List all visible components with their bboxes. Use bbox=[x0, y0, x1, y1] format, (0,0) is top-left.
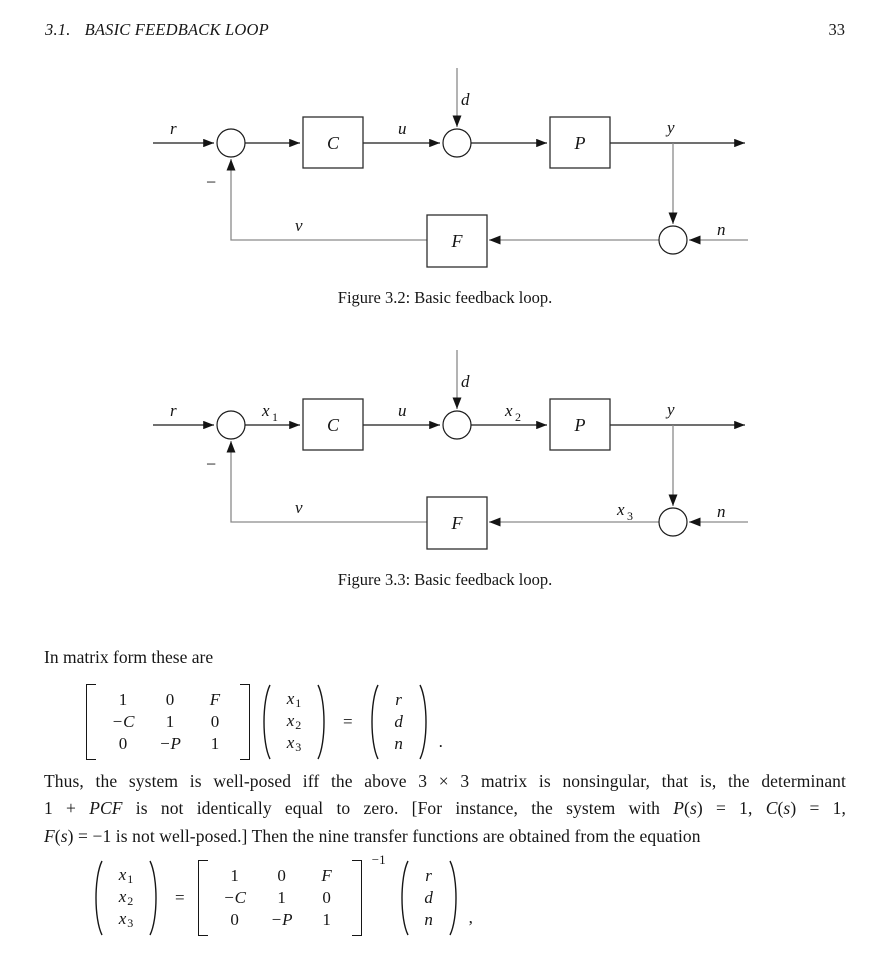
summing-junction-2 bbox=[443, 129, 471, 157]
state-vector: x1 x2 x3 bbox=[90, 859, 162, 937]
matrix-cell: 1 bbox=[277, 888, 286, 907]
signal-label-n: n bbox=[717, 502, 726, 521]
matrix-cell: 1 bbox=[322, 910, 331, 929]
left-paren bbox=[366, 683, 381, 761]
matrix-cell: 0 bbox=[277, 866, 286, 885]
signal-label-u: u bbox=[398, 401, 407, 420]
section-title: BASIC FEEDBACK LOOP bbox=[84, 20, 269, 39]
paragraph-line-1: Thus, the system is well-posed iff the above 3 × 3 matrix is nonsingular, that is, the determinant bbox=[44, 771, 846, 791]
right-bracket bbox=[240, 684, 250, 760]
signal-label-v: v bbox=[295, 498, 303, 517]
vector-entry: x bbox=[118, 865, 127, 884]
inverse-matrix bbox=[198, 852, 386, 936]
signal-label-y: y bbox=[667, 400, 675, 419]
block-label-p: P bbox=[574, 133, 586, 153]
signal-label-y: y bbox=[667, 118, 675, 137]
signal-label-r: r bbox=[170, 119, 177, 138]
signal-label-v: v bbox=[295, 216, 303, 235]
equals-sign: = bbox=[343, 712, 353, 731]
left-paren bbox=[396, 859, 411, 937]
block-label-c: C bbox=[326, 415, 340, 435]
paragraph-line-2: 1 + PCF is not identically equal to zero. [For instance, the system with P(s) = 1, C(s) = 1, bbox=[44, 798, 846, 819]
vector-entry: x bbox=[286, 711, 295, 730]
left-paren bbox=[258, 683, 273, 761]
rhs-vector bbox=[396, 859, 462, 937]
coefficient-matrix bbox=[96, 689, 240, 755]
summing-junction-1 bbox=[217, 411, 245, 439]
vector-entry: r bbox=[425, 866, 432, 885]
trailing-comma: , bbox=[468, 908, 473, 927]
right-paren bbox=[315, 683, 330, 761]
matrix-cell: 0 bbox=[210, 712, 220, 731]
inverse-exponent: −1 bbox=[371, 852, 386, 867]
state-vector: x1 x2 x3 bbox=[258, 683, 330, 761]
block-label-f: F bbox=[451, 513, 463, 533]
section-number: 3.1. bbox=[45, 20, 71, 39]
matrix-cell: 1 bbox=[165, 712, 175, 731]
figure-3-2-caption: Figure 3.2: Basic feedback loop. bbox=[337, 288, 553, 307]
signal-label-u: u bbox=[398, 119, 407, 138]
vector-entry: d bbox=[394, 712, 403, 731]
matrix-cell: 0 bbox=[118, 734, 128, 753]
matrix-cell: −C bbox=[111, 712, 135, 731]
matrix-cell: 1 bbox=[230, 866, 239, 885]
equals-sign: = bbox=[175, 888, 185, 907]
paragraph-line-3: F(s) = −1 is not well-posed.] Then the nine transfer functions are obtained from the equation bbox=[44, 825, 701, 846]
matrix-cell: 0 bbox=[322, 888, 331, 907]
state-label-x1: x bbox=[262, 401, 270, 420]
page-number: 33 bbox=[828, 20, 845, 39]
vector-entry: x bbox=[118, 887, 127, 906]
left-paren bbox=[90, 859, 105, 937]
state-label-x2-sub: 2 bbox=[515, 410, 521, 424]
signal-label-d: d bbox=[461, 372, 470, 391]
state-label-x2: x bbox=[505, 401, 513, 420]
block-label-p: P bbox=[574, 415, 586, 435]
vector-entry: x bbox=[286, 689, 295, 708]
right-paren bbox=[447, 859, 462, 937]
equation-1 bbox=[86, 682, 443, 762]
vector-entry: r bbox=[395, 690, 402, 709]
matrix-cell: −P bbox=[159, 734, 181, 753]
right-paren bbox=[147, 859, 162, 937]
figure-3-3-diagram bbox=[0, 337, 890, 572]
matrix-cell: −C bbox=[223, 888, 246, 907]
figure-3-3-caption: Figure 3.3: Basic feedback loop. bbox=[337, 570, 553, 589]
state-label-x3: x bbox=[617, 500, 625, 519]
coefficient-matrix bbox=[208, 865, 352, 931]
matrix-cell: F bbox=[209, 690, 221, 709]
trailing-period: . bbox=[438, 732, 443, 751]
right-bracket bbox=[352, 860, 362, 936]
equation-2 bbox=[90, 852, 473, 938]
matrix-cell: 1 bbox=[118, 690, 128, 709]
left-bracket bbox=[86, 684, 96, 760]
signal-label-n: n bbox=[717, 220, 726, 239]
matrix-cell: 0 bbox=[165, 690, 175, 709]
minus-sign: − bbox=[206, 454, 217, 474]
summing-junction-2 bbox=[443, 411, 471, 439]
block-label-c: C bbox=[326, 133, 340, 153]
matrix-intro-text: In matrix form these are bbox=[44, 647, 214, 667]
matrix-cell: −P bbox=[270, 910, 293, 929]
running-header bbox=[45, 20, 269, 40]
vector-entry: x bbox=[286, 733, 295, 752]
figure-3-2-diagram bbox=[0, 55, 890, 285]
signal-label-d: d bbox=[461, 90, 470, 109]
vector-entry: x bbox=[118, 909, 127, 928]
right-paren bbox=[417, 683, 432, 761]
matrix-cell: 1 bbox=[210, 734, 220, 753]
summing-junction-1 bbox=[217, 129, 245, 157]
vector-entry: n bbox=[394, 734, 403, 753]
matrix-cell: 0 bbox=[230, 910, 239, 929]
state-label-x3-sub: 3 bbox=[627, 509, 633, 523]
summing-junction-3 bbox=[659, 508, 687, 536]
vector-entry: n bbox=[424, 910, 433, 929]
signal-label-r: r bbox=[170, 401, 177, 420]
minus-sign: − bbox=[206, 172, 217, 192]
vector-entry: d bbox=[424, 888, 433, 907]
body-paragraph bbox=[44, 768, 846, 850]
left-bracket bbox=[198, 860, 208, 936]
state-label-x1-sub: 1 bbox=[272, 410, 278, 424]
matrix-cell: F bbox=[321, 866, 332, 885]
rhs-vector bbox=[366, 683, 432, 761]
block-label-f: F bbox=[451, 231, 463, 251]
summing-junction-3 bbox=[659, 226, 687, 254]
